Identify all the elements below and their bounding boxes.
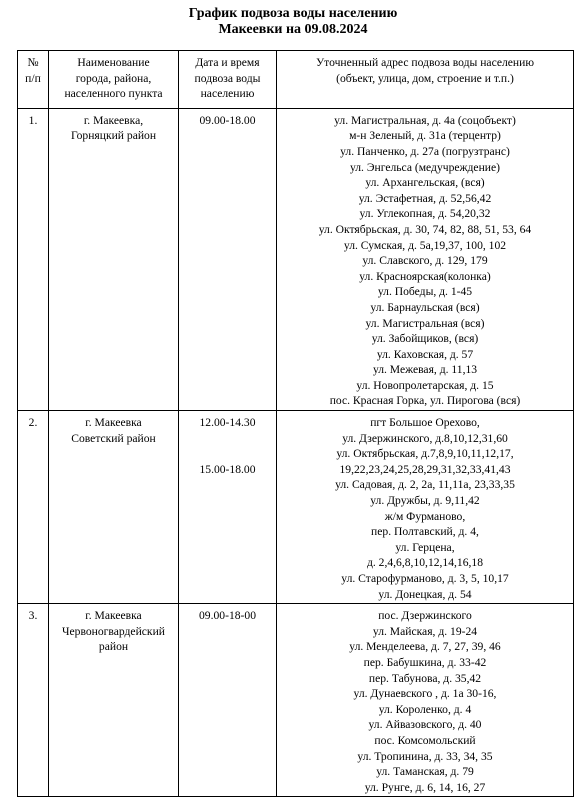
delivery-time: 09.00-18-00 [179, 604, 277, 797]
delivery-time-second: 15.00-18.00 [199, 462, 256, 476]
header-address: Уточненный адрес подвоза воды населению (объект, улица, дом, строение и т.п.) [277, 51, 574, 109]
settlement-name: г. Макеевка Советский район [49, 411, 179, 604]
delivery-time: 09.00-18.00 [179, 108, 277, 410]
header-num: № п/п [18, 51, 49, 109]
table-header-row [18, 51, 574, 109]
table-row [18, 411, 574, 604]
row-number: 3. [18, 604, 49, 797]
address-list: пос. Дзержинского ул. Майская, д. 19-24 ул. Менделеева, д. 7, 27, 39, 46 пер. Бабушкина, д. 33-42 пер. Табунова, д. 35,42 ул. Дунаевского , д. 1а 30-16, ул. Короленко, д. 4 ул. Айвазовского, д. 40 пос. Комсомольский ул. Тропинина, д. 33, 34, 35 ул. Таманская, д. 79 ул. Рунге, д. 6, 14, 16, 27 [277, 604, 574, 797]
title-line-2: Макеевки на 09.08.2024 [218, 22, 368, 37]
title-line-1: График подвоза воды населению [188, 6, 398, 21]
row-number: 2. [18, 411, 49, 604]
settlement-name: г. Макеевка, Горняцкий район [49, 108, 179, 410]
row-number: 1. [18, 108, 49, 410]
document-title [0, 0, 586, 38]
settlement-name: г. Макеевка Червоногвардейский район [49, 604, 179, 797]
address-list: ул. Магистральная, д. 4а (соцобъект) м-н Зеленый, д. 31а (терцентр) ул. Панченко, д. 27а (погрузтранс) ул. Энгельса (медучреждение) ул. Архангельская, (вся) ул. Эстафетная, д. 52,56,42 ул. Углекопная, д. 54,20,32 ул. Октябрьская, д. 30, 74, 82, 88, 51, 53, 64 ул. Сумская, д. 5а,19,37, 100, 102 ул. Славского, д. 129, 179 ул. Красноярская(колонка) ул. Победы, д. 1-45 ул. Барнаульская (вся) ул. Магистральная (вся) ул. Забойщиков, (вся) ул. Каховская, д. 57 ул. Межевая, д. 11,13 ул. Новопролетарская, д. 15 пос. Красная Горка, ул. Пирогова (вся) [277, 108, 574, 410]
delivery-time: 12.00-14.30 15.00-18.00 [179, 411, 277, 604]
header-name: Наименование города, района, населенного пункта [49, 51, 179, 109]
header-time: Дата и время подвоза воды населению [179, 51, 277, 109]
water-schedule-table [17, 50, 574, 797]
address-list: пгт Большое Орехово, ул. Дзержинского, д.8,10,12,31,60 ул. Октябрьская, д.7,8,9,10,11,12,17, 19,22,23,24,25,28,29,31,32,33,41,43 ул. Садовая, д. 2, 2а, 11,11а, 23,33,35 ул. Дружбы, д. 9,11,42 ж/м Фурманово, пер. Полтавский, д. 4, ул. Герцена, д. 2,4,6,8,10,12,14,16,18 ул. Старофурманово, д. 3, 5, 10,17 ул. Донецкая, д. 54 [277, 411, 574, 604]
table-row [18, 604, 574, 797]
table-row [18, 108, 574, 410]
